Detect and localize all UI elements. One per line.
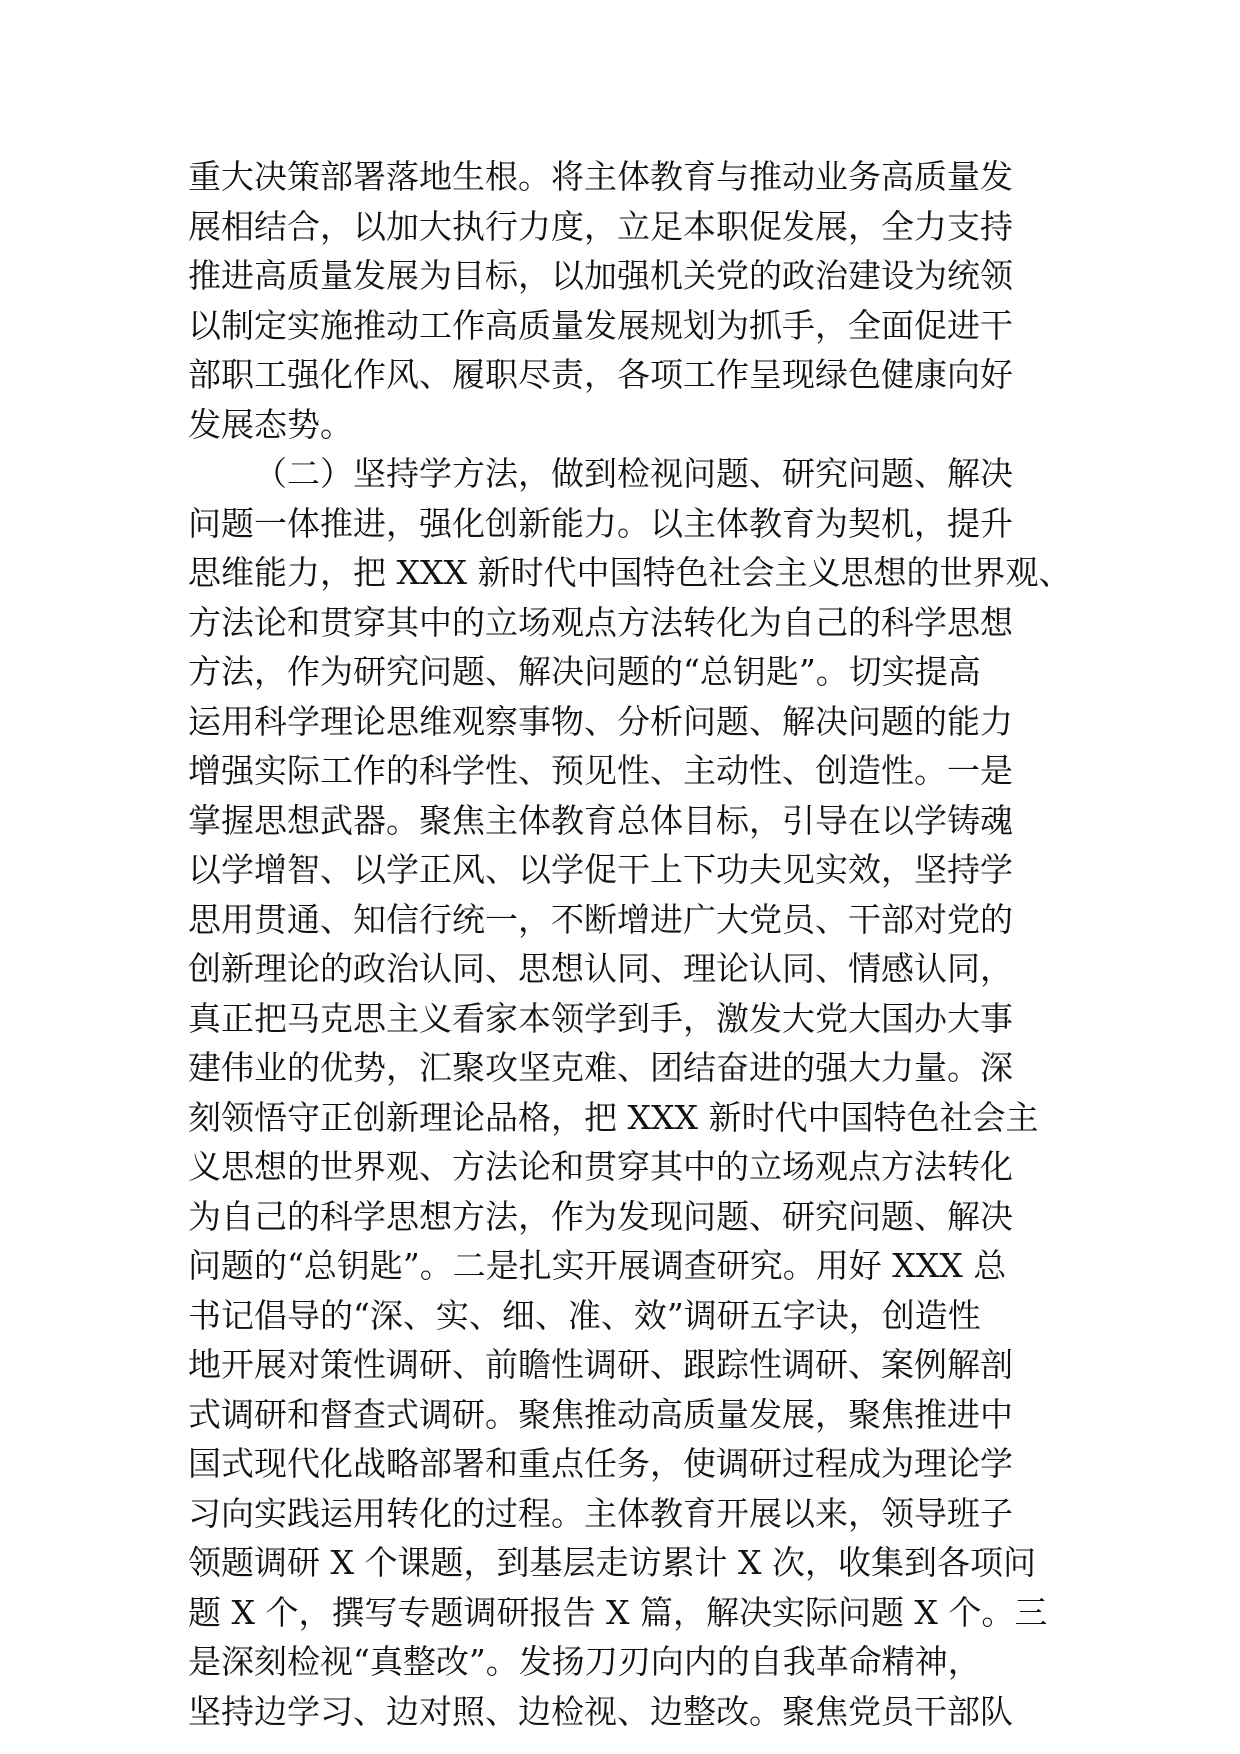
text-line-4: 以制定实施推动工作高质量发展规划为抓手，全面促进干 [188, 305, 1013, 345]
text-line-5: 部职工强化作风、履职尽责，各项工作呈现绿色健康向好 [188, 355, 1013, 394]
text-line-14: 掌握思想武器。聚焦主体教育总体目标，引导在以学铸魂 [188, 800, 1013, 840]
text-line-29: 领题调研 X 个课题，到基层走访累计 X 次，收集到各项问 [188, 1543, 1036, 1582]
text-line-10: 方法论和贯穿其中的立场观点方法转化为自己的科学思想 [188, 602, 1013, 642]
text-line-17: 创新理论的政治认同、思想认同、理论认同、情感认同， [188, 949, 1013, 988]
text-line-3: 推进高质量发展为目标，以加强机关党的政治建设为统领 [188, 256, 1013, 295]
text-line-1: 重大决策部署落地生根。将主体教育与推动业务高质量发 [188, 157, 1013, 196]
text-line-8: 问题一体推进，强化创新能力。以主体教育为契机，提升 [188, 503, 1013, 543]
text-line-21: 义思想的世界观、方法论和贯穿其中的立场观点方法转化 [188, 1147, 1013, 1186]
text-line-6: 发展态势。 [188, 404, 353, 444]
text-line-12: 运用科学理论思维观察事物、分析问题、解决问题的能力 [188, 701, 1013, 741]
text-line-26: 式调研和督查式调研。聚焦推动高质量发展，聚焦推进中 [188, 1394, 1013, 1434]
text-line-30: 题 X 个，撰写专题调研报告 X 篇，解决实际问题 X 个。三 [188, 1592, 1048, 1632]
text-line-20: 刻领悟守正创新理论品格，把 XXX 新时代中国特色社会主 [188, 1097, 1039, 1137]
text-line-31: 是深刻检视“真整改”。发扬刀刃向内的自我革命精神， [188, 1642, 981, 1681]
text-line-19: 建伟业的优势，汇聚攻坚克难、团结奋进的强大力量。深 [188, 1048, 1013, 1087]
text-line-18: 真正把马克思主义看家本领学到手，激发大党大国办大事 [188, 998, 1013, 1038]
body-text [188, 152, 1072, 1736]
text-line-13: 增强实际工作的科学性、预见性、主动性、创造性。一是 [188, 751, 1013, 790]
text-line-32: 坚持边学习、边对照、边检视、边整改。聚焦党员干部队 [188, 1691, 1013, 1731]
text-line-27: 国式现代化战略部署和重点任务，使调研过程成为理论学 [188, 1444, 1013, 1483]
text-line-25: 地开展对策性调研、前瞻性调研、跟踪性调研、案例解剖 [188, 1345, 1013, 1384]
text-line-22: 为自己的科学思想方法，作为发现问题、研究问题、解决 [188, 1196, 1013, 1236]
text-line-9: 思维能力，把 XXX 新时代中国特色社会主义思想的世界观、 [188, 553, 1072, 592]
text-line-2: 展相结合，以加大执行力度，立足本职促发展，全力支持 [188, 206, 1013, 246]
text-line-23: 问题的“总钥匙”。二是扎实开展调查研究。用好 XXX 总 [188, 1246, 1007, 1285]
text-line-28: 习向实践运用转化的过程。主体教育开展以来，领导班子 [188, 1493, 1013, 1533]
text-line-16: 思用贯通、知信行统一，不断增进广大党员、干部对党的 [188, 899, 1013, 939]
section-heading-line: （二）坚持学方法，做到检视问题、研究问题、解决 [254, 454, 1013, 493]
text-line-24: 书记倡导的“深、实、细、准、效”调研五字诀，创造性 [188, 1295, 981, 1335]
text-line-15: 以学增智、以学正风、以学促干上下功夫见实效，坚持学 [188, 850, 1013, 889]
text-line-11: 方法，作为研究问题、解决问题的“总钥匙”。切实提高 [188, 652, 981, 691]
